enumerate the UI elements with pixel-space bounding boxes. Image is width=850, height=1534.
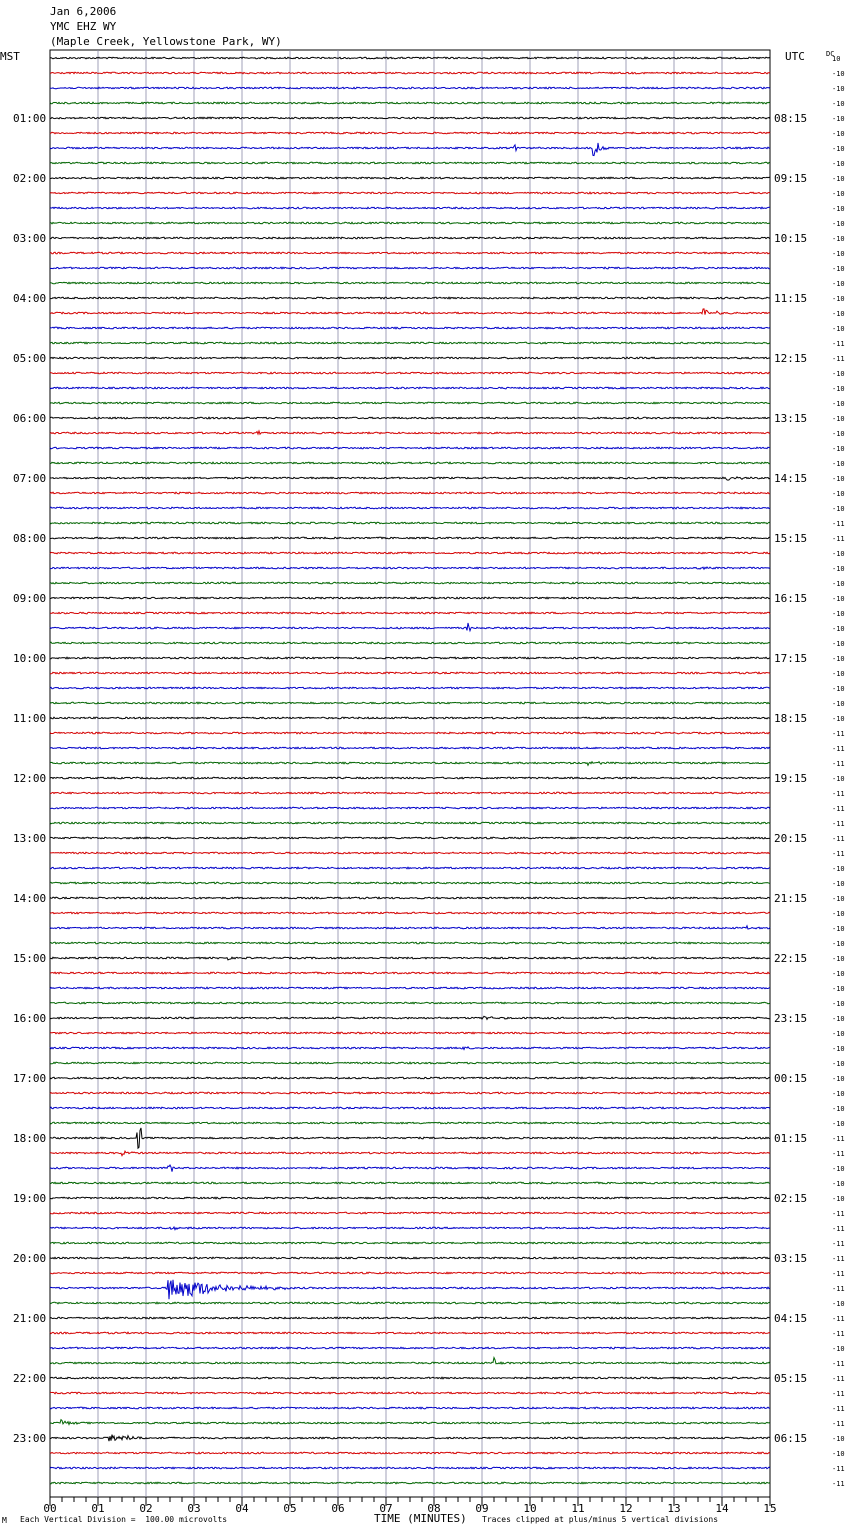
trace-row <box>50 102 770 104</box>
hour-label-right: 06:15 <box>774 1432 808 1445</box>
trace-row <box>50 267 770 269</box>
x-tick-label: 04 <box>235 1502 249 1515</box>
dc-offset-label: -10 <box>832 280 845 288</box>
hour-label-left: 22:00 <box>13 1372 47 1385</box>
dc-offset-label: -10 <box>832 490 845 498</box>
trace-row <box>50 623 770 631</box>
dc-offset-label: -10 <box>832 1120 845 1128</box>
trace-row <box>50 747 770 749</box>
corner-mark: M <box>2 1516 7 1525</box>
dc-offset-label: -11 <box>832 820 845 828</box>
hour-label-left: 15:00 <box>13 952 47 965</box>
dc-offset-label: -10 <box>832 700 845 708</box>
dc-offset-label: -10 <box>832 310 845 318</box>
dc-offset-label: -10 <box>832 865 845 873</box>
trace-row <box>50 1347 770 1349</box>
hour-label-left: 16:00 <box>13 1012 47 1025</box>
trace-row <box>50 1435 770 1442</box>
dc-offset-label: -10 <box>832 670 845 678</box>
x-tick-label: 02 <box>139 1502 153 1515</box>
hour-label-right: 16:15 <box>774 592 808 605</box>
dc-offset-label: -10 <box>832 235 845 243</box>
hour-label-right: 12:15 <box>774 352 808 365</box>
hour-label-right: 04:15 <box>774 1312 808 1325</box>
dc-offset-label: -10 <box>832 295 845 303</box>
trace-row <box>50 57 770 59</box>
trace-row <box>50 537 770 539</box>
hour-label-left: 13:00 <box>13 832 47 845</box>
trace-row <box>50 1317 770 1319</box>
trace-row <box>50 462 770 464</box>
dc-offset-label: -10 <box>832 550 845 558</box>
trace-row <box>50 612 770 614</box>
dc-offset-label: -10 <box>832 445 845 453</box>
dc-offset-label: -10 <box>832 895 845 903</box>
x-tick-label: 06 <box>331 1502 345 1515</box>
x-tick-label: 00 <box>43 1502 57 1515</box>
dc-offset-label: -10 <box>832 640 845 648</box>
trace-row <box>50 192 770 194</box>
trace-row <box>50 1377 770 1379</box>
hour-label-left: 17:00 <box>13 1072 47 1085</box>
dc-offset-label: -11 <box>832 1480 845 1488</box>
dc-offset-label: -10 <box>832 655 845 663</box>
hour-label-right: 19:15 <box>774 772 808 785</box>
trace-row <box>50 1332 770 1334</box>
dc-offset-label: -10 <box>832 325 845 333</box>
trace-row <box>50 492 770 494</box>
trace-row <box>50 1077 770 1079</box>
trace-row <box>50 372 770 374</box>
hour-label-left: 05:00 <box>13 352 47 365</box>
trace-row <box>50 177 770 179</box>
dc-offset-label: -10 <box>832 400 845 408</box>
dc-offset-label: -11 <box>832 1390 845 1398</box>
trace-row <box>50 732 770 734</box>
hour-label-left: 18:00 <box>13 1132 47 1145</box>
right-zone-label: UTC <box>785 50 805 63</box>
hour-label-left: 23:00 <box>13 1432 47 1445</box>
trace-row <box>50 1407 770 1409</box>
trace-row <box>50 1212 770 1214</box>
dc-offset-label: -11 <box>832 1330 845 1338</box>
dc-offset-label: -10 <box>832 1015 845 1023</box>
trace-row <box>50 162 770 164</box>
hour-label-right: 15:15 <box>774 532 808 545</box>
dc-offset-label: -10 <box>832 985 845 993</box>
x-tick-label: 09 <box>475 1502 489 1515</box>
hour-label-right: 01:15 <box>774 1132 808 1145</box>
x-tick-label: 11 <box>571 1502 585 1515</box>
dc-offset-label: -10 <box>832 220 845 228</box>
trace-row <box>50 342 770 344</box>
dc-offset-label: -10 <box>832 1105 845 1113</box>
x-tick-label: 08 <box>427 1502 441 1515</box>
dc-offset-label: -10 <box>832 145 845 153</box>
trace-row <box>50 402 770 404</box>
trace-row <box>50 1358 770 1364</box>
dc-offset-label: -10 <box>832 475 845 483</box>
dc-offset-label: -10 <box>832 205 845 213</box>
dc-offset-label: -10 <box>832 565 845 573</box>
trace-row <box>50 1482 770 1484</box>
hour-label-left: 11:00 <box>13 712 47 725</box>
dc-offset-label: -11 <box>832 805 845 813</box>
hour-label-right: 21:15 <box>774 892 808 905</box>
trace-row <box>50 1107 770 1109</box>
x-tick-label: 01 <box>91 1502 105 1515</box>
trace-row <box>50 237 770 239</box>
trace-row <box>50 1467 770 1469</box>
dc-offset-label: -11 <box>832 1360 845 1368</box>
trace-row <box>50 822 770 824</box>
trace-row <box>50 777 770 779</box>
trace-row <box>50 672 770 674</box>
trace-row <box>50 882 770 884</box>
hour-label-right: 03:15 <box>774 1252 808 1265</box>
trace-row <box>50 1092 770 1094</box>
dc-offset-label: -10 <box>832 115 845 123</box>
trace-row <box>50 867 770 869</box>
hour-label-right: 02:15 <box>774 1192 808 1205</box>
hour-label-right: 00:15 <box>774 1072 808 1085</box>
trace-row <box>50 912 770 914</box>
dc-offset-label: -10 <box>832 1030 845 1038</box>
trace-row <box>50 207 770 209</box>
dc-offset-label: -10 <box>832 715 845 723</box>
hour-label-right: 10:15 <box>774 232 808 245</box>
dc-offset-label: -11 <box>832 790 845 798</box>
dc-offset-label: -10 <box>832 505 845 513</box>
hour-label-left: 06:00 <box>13 412 47 425</box>
hour-label-left: 03:00 <box>13 232 47 245</box>
x-tick-label: 14 <box>715 1502 729 1515</box>
trace-row <box>50 252 770 254</box>
trace-row <box>50 897 770 899</box>
trace-row <box>50 687 770 689</box>
dc-offset-label: -10 <box>832 430 845 438</box>
trace-row <box>50 852 770 854</box>
hour-label-right: 20:15 <box>774 832 808 845</box>
trace-row <box>50 1151 770 1156</box>
trace-row <box>50 507 770 509</box>
trace-row <box>50 1257 770 1259</box>
trace-row <box>50 1165 770 1172</box>
dc-offset-label: -10 <box>832 1195 845 1203</box>
x-tick-label: 05 <box>283 1502 297 1515</box>
dc-offset-label: -10 <box>832 190 845 198</box>
dc-offset-label: -11 <box>832 355 845 363</box>
dc-offset-label: -11 <box>832 1225 845 1233</box>
trace-row <box>50 1062 770 1064</box>
trace-row <box>50 837 770 839</box>
dc-offset-label: -11 <box>832 1150 845 1158</box>
dc-offset-label: -11 <box>832 1285 845 1293</box>
trace-row <box>50 987 770 989</box>
trace-row <box>50 807 770 809</box>
trace-row <box>50 1128 770 1148</box>
dc-offset-label: -10 <box>832 460 845 468</box>
x-tick-label: 03 <box>187 1502 201 1515</box>
dc-offset-label: -11 <box>832 1240 845 1248</box>
hour-label-right: 09:15 <box>774 172 808 185</box>
trace-row <box>50 567 770 569</box>
trace-row <box>50 132 770 134</box>
hour-label-left: 08:00 <box>13 532 47 545</box>
left-zone-label: MST <box>0 50 20 63</box>
trace-row <box>50 792 770 794</box>
trace-row <box>50 417 770 419</box>
dc-offset-label: -11 <box>832 1315 845 1323</box>
dc-offset-label: -11 <box>832 1255 845 1263</box>
dc-offset-label: -11 <box>832 1210 845 1218</box>
trace-row <box>50 657 770 659</box>
dc-offset-label: -10 <box>832 1075 845 1083</box>
trace-row <box>50 357 770 359</box>
dc-offset-label: -10 <box>832 1450 845 1458</box>
hour-label-left: 21:00 <box>13 1312 47 1325</box>
trace-row <box>50 1272 770 1274</box>
hour-label-left: 02:00 <box>13 172 47 185</box>
trace-row <box>50 957 770 960</box>
location-label: (Maple Creek, Yellowstone Park, WY) <box>50 35 282 48</box>
dc-offset-label: -10 <box>832 1300 845 1308</box>
dc-offset-label: -10 <box>832 940 845 948</box>
hour-label-left: 10:00 <box>13 652 47 665</box>
trace-row <box>50 1182 770 1184</box>
trace-row <box>50 1122 770 1124</box>
trace-row <box>50 1227 770 1230</box>
dc-offset-label: -11 <box>832 1135 845 1143</box>
dc-offset-label: -10 <box>832 775 845 783</box>
trace-row <box>50 1016 770 1019</box>
dc-offset-label: -10 <box>832 1165 845 1173</box>
trace-row <box>50 1002 770 1004</box>
dc-offset-label: -10 <box>832 265 845 273</box>
dc-offset-label: -10 <box>832 415 845 423</box>
hour-label-right: 18:15 <box>774 712 808 725</box>
dc-offset-label: -10 <box>832 175 845 183</box>
dc-offset-label: -11 <box>832 520 845 528</box>
hour-label-right: 23:15 <box>774 1012 808 1025</box>
trace-row <box>50 222 770 224</box>
dc-offset-label: -10 <box>832 595 845 603</box>
dc-offset-label: -11 <box>832 835 845 843</box>
x-tick-label: 10 <box>523 1502 537 1515</box>
hour-label-right: 13:15 <box>774 412 808 425</box>
hour-label-left: 01:00 <box>13 112 47 125</box>
trace-row <box>50 942 770 944</box>
dc-offset-label: -11 <box>832 850 845 858</box>
dc-offset-label: -11 <box>832 340 845 348</box>
trace-row <box>50 72 770 74</box>
trace-row <box>50 552 770 554</box>
trace-row <box>50 117 770 119</box>
trace-row <box>50 972 770 974</box>
dc-offset-label: -10 <box>832 610 845 618</box>
trace-row <box>50 1302 770 1304</box>
hour-label-left: 14:00 <box>13 892 47 905</box>
trace-group <box>50 57 770 1484</box>
hour-label-right: 14:15 <box>774 472 808 485</box>
trace-row <box>50 522 770 524</box>
trace-row <box>50 642 770 644</box>
dc-offset-label: -10 <box>832 955 845 963</box>
hour-label-left: 07:00 <box>13 472 47 485</box>
trace-row <box>50 447 770 449</box>
trace-row <box>50 1032 770 1034</box>
trace-row <box>50 717 770 719</box>
dc-offset-label: -10 <box>832 1045 845 1053</box>
hour-label-right: 17:15 <box>774 652 808 665</box>
trace-row <box>50 477 770 480</box>
hour-label-right: 11:15 <box>774 292 808 305</box>
dc-offset-label: -10 <box>832 85 845 93</box>
trace-row <box>50 582 770 584</box>
dc-offset-label: -10 <box>832 160 845 168</box>
dc-offset-label: -11 <box>832 1270 845 1278</box>
dc-offset-label: -10 <box>832 250 845 258</box>
dc-offset-label: -11 <box>832 760 845 768</box>
trace-row <box>50 143 770 156</box>
dc-offset-label: -10 <box>832 1090 845 1098</box>
x-tick-label: 07 <box>379 1502 393 1515</box>
trace-row <box>50 1420 770 1425</box>
dc-offset-label: -10 <box>832 385 845 393</box>
dc-offset-label: 10 <box>832 55 841 63</box>
dc-offset-label: -11 <box>832 745 845 753</box>
trace-row <box>50 309 770 315</box>
dc-offset-label: -10 <box>832 1000 845 1008</box>
dc-offset-label: -11 <box>832 1405 845 1413</box>
dc-offset-label: -11 <box>832 1465 845 1473</box>
x-tick-label: 12 <box>619 1502 633 1515</box>
trace-row <box>50 387 770 389</box>
dc-offset-label: -11 <box>832 535 845 543</box>
dc-offset-label: -11 <box>832 1375 845 1383</box>
x-tick-label: 15 <box>763 1502 777 1515</box>
trace-row <box>50 431 770 434</box>
trace-row <box>50 87 770 89</box>
hour-label-left: 20:00 <box>13 1252 47 1265</box>
trace-row <box>50 926 770 929</box>
hour-label-left: 19:00 <box>13 1192 47 1205</box>
dc-offset-label: -10 <box>832 970 845 978</box>
dc-offset-label: -10 <box>832 100 845 108</box>
hour-label-right: 05:15 <box>774 1372 808 1385</box>
hour-label-right: 22:15 <box>774 952 808 965</box>
dc-offset-label: -11 <box>832 730 845 738</box>
x-tick-label: 13 <box>667 1502 681 1515</box>
dc-offset-label: -11 <box>832 1420 845 1428</box>
trace-row <box>50 762 770 766</box>
dc-offset-label: -10 <box>832 130 845 138</box>
station-label: YMC EHZ WY <box>50 20 117 33</box>
trace-row <box>50 1452 770 1454</box>
hour-label-left: 04:00 <box>13 292 47 305</box>
dc-offset-label: -10 <box>832 880 845 888</box>
hour-label-left: 12:00 <box>13 772 47 785</box>
dc-offset-label: -10 <box>832 1060 845 1068</box>
x-axis-title: TIME (MINUTES) <box>374 1512 467 1525</box>
date-label: Jan 6,2006 <box>50 5 117 18</box>
trace-row <box>50 1047 770 1050</box>
dc-offset-label: -10 <box>832 580 845 588</box>
dc-offset-label: -10 <box>832 70 845 78</box>
dc-offset-label: -10 <box>832 1345 845 1353</box>
trace-row <box>50 1392 770 1394</box>
scale-note: Each Vertical Division = 100.00 microvolts <box>20 1515 228 1524</box>
hour-label-right: 08:15 <box>774 112 808 125</box>
trace-row <box>50 1197 770 1199</box>
dc-offset-label: -10 <box>832 625 845 633</box>
trace-row <box>50 702 770 704</box>
dc-offset-label: -10 <box>832 685 845 693</box>
dc-offset-label: -10 <box>832 1435 845 1443</box>
trace-row <box>50 297 770 299</box>
label-group <box>13 55 845 1515</box>
dc-offset-label: -10 <box>832 1180 845 1188</box>
trace-row <box>50 1280 770 1299</box>
dc-label: DC <box>826 50 835 58</box>
hour-label-left: 09:00 <box>13 592 47 605</box>
trace-row <box>50 282 770 284</box>
trace-row <box>50 1242 770 1244</box>
dc-offset-label: -10 <box>832 370 845 378</box>
clip-note: Traces clipped at plus/minus 5 vertical divisions <box>482 1515 719 1524</box>
trace-row <box>50 327 770 329</box>
trace-row <box>50 597 770 599</box>
dc-offset-label: -10 <box>832 925 845 933</box>
dc-offset-label: -10 <box>832 910 845 918</box>
